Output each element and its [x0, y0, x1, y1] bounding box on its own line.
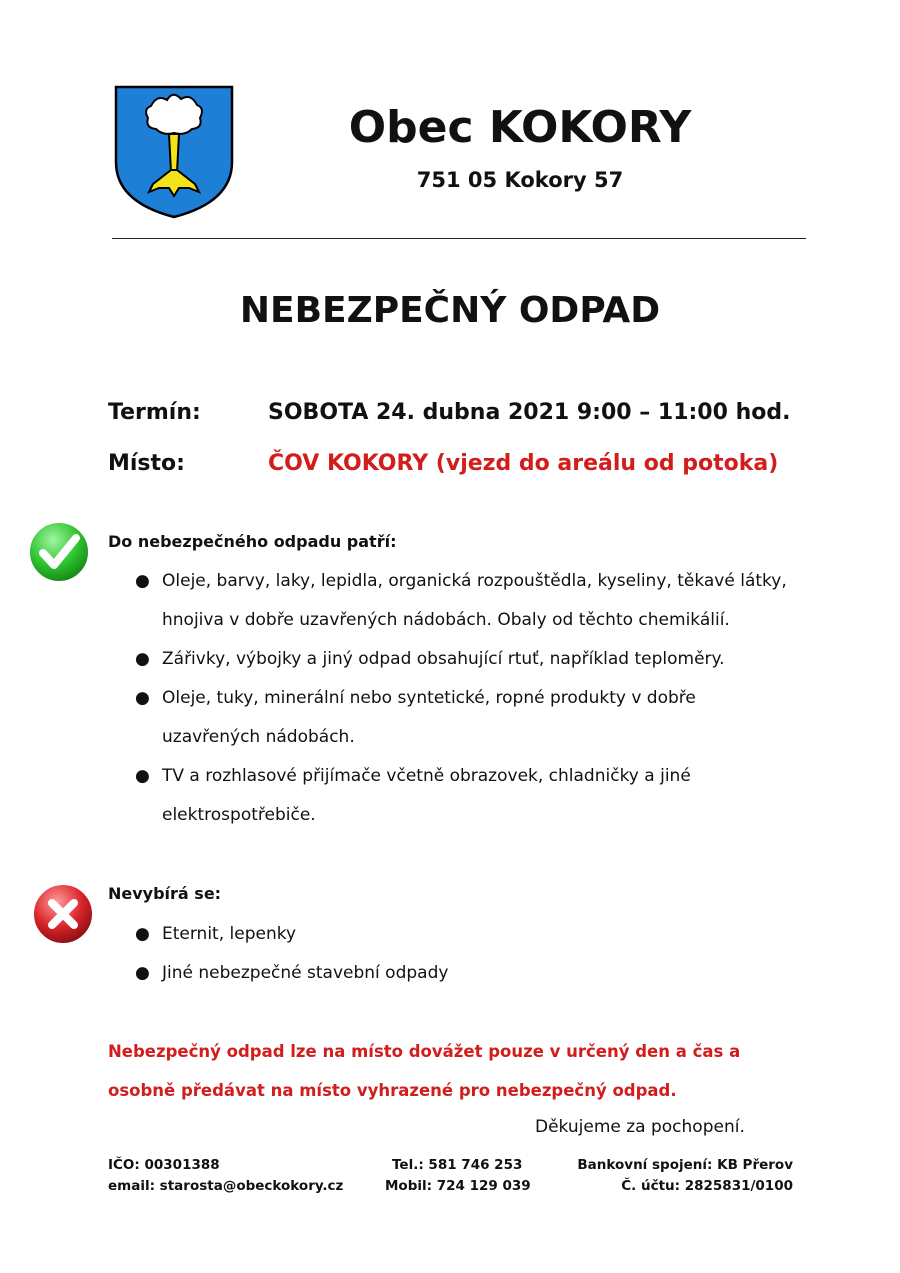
list-item: ● Eternit, lepenky	[135, 924, 297, 944]
footer-account: Č. účtu: 2825831/0100	[621, 1178, 793, 1194]
footer-mobile: Mobil: 724 129 039	[385, 1178, 531, 1194]
list-item: ● Zářivky, výbojky a jiný odpad obsahující rtuť, například teploměry.	[135, 649, 725, 669]
document-heading: NEBEZPEČNÝ ODPAD	[239, 290, 661, 331]
thanks-text: Děkujeme za pochopení.	[535, 1117, 745, 1137]
list-item: ● Oleje, barvy, laky, lepidla, organická rozpouštědla, kyseliny, těkavé látky, hnojiva v dobře uzavřených nádobách. Obaly od těchto chemikálií.	[135, 571, 787, 630]
footer-bank: Bankovní spojení: KB Přerov	[577, 1157, 793, 1173]
check-icon	[27, 520, 91, 584]
list-item: ● TV a rozhlasové přijímače včetně obrazovek, chladničky a jiné elektrospotřebiče.	[135, 766, 691, 825]
list-item: ● Oleje, tuky, minerální nebo syntetické, ropné produkty v dobře uzavřených nádobách.	[135, 688, 696, 747]
rejected-heading: Nevybírá se:	[108, 884, 222, 903]
notice-text: Nebezpečný odpad lze na místo dovážet pouze v určený den a čas a osobně předávat na místo vyhrazené pro nebezpečný odpad.	[108, 1042, 741, 1100]
list-item: ● Jiné nebezpečné stavební odpady	[135, 963, 449, 983]
footer-tel: Tel.: 581 746 253	[392, 1157, 523, 1173]
footer-email: email: starosta@obeckokory.cz	[108, 1178, 344, 1194]
place-value: ČOV KOKORY (vjezd do areálu od potoka)	[268, 451, 779, 476]
cross-icon	[31, 882, 95, 946]
header-divider	[112, 238, 806, 239]
address: 751 05 Kokory 57	[416, 168, 624, 192]
place-label: Místo:	[108, 451, 185, 476]
page-title: Obec KOKORY	[348, 102, 692, 153]
term-value: SOBOTA 24. dubna 2021 9:00 – 11:00 hod.	[268, 400, 791, 425]
term-label: Termín:	[108, 400, 201, 425]
municipal-crest-logo	[113, 84, 235, 220]
footer-ico: IČO: 00301388	[108, 1157, 220, 1173]
accepted-heading: Do nebezpečného odpadu patří:	[108, 532, 397, 551]
